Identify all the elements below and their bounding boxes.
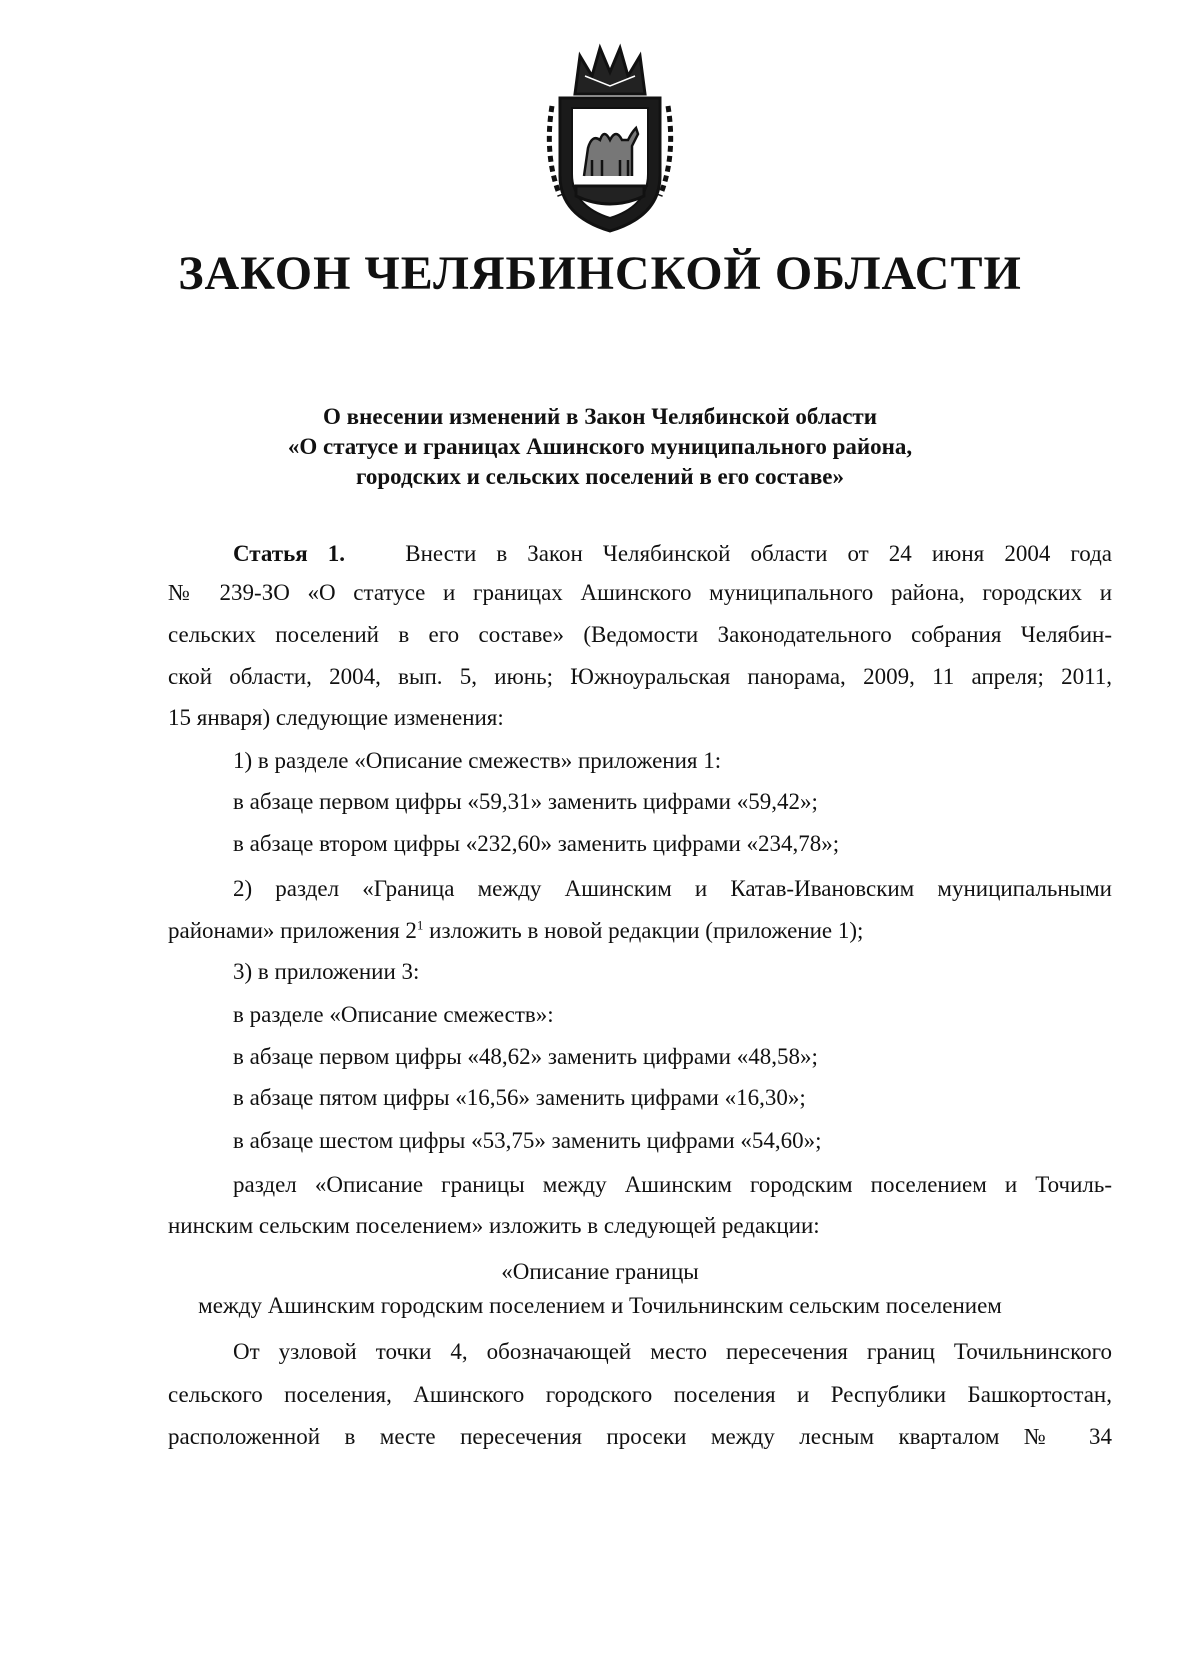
subtitle-line: «О статусе и границах Ашинского муниципального района, <box>287 434 913 459</box>
item2-text: изложить в новой редакции (приложение 1); <box>423 918 864 943</box>
item2-superscript: 1 <box>416 917 424 933</box>
subtitle-line: городских и сельских поселений в его составе» <box>355 464 845 489</box>
law-title: ЗАКОН ЧЕЛЯБИНСКОЙ ОБЛАСТИ <box>178 247 1022 300</box>
amendment-item: в абзаце первом цифры «48,62» заменить цифрами «48,58»; <box>233 1044 818 1069</box>
amendment-item: в разделе «Описание смежеств»: <box>233 1002 554 1027</box>
boundary-text-line: расположенной в месте пересечения просеки между лесным кварталом № 34 <box>168 1424 1112 1449</box>
amendment-item: в абзаце шестом цифры «53,75» заменить цифрами «54,60»; <box>233 1128 822 1153</box>
boundary-heading-line: «Описание границы <box>501 1259 699 1284</box>
amendment-item: в абзаце втором цифры «232,60» заменить цифрами «234,78»; <box>233 831 840 856</box>
article1-first-line <box>233 535 1112 573</box>
article-text-line: 15 января) следующие изменения: <box>168 705 504 730</box>
amendment-item-continuation <box>168 912 1112 950</box>
boundary-text-line: сельского поселения, Ашинского городского поселения и Республики Башкортостан, <box>168 1382 1112 1407</box>
article-text-line: Внести в Закон Челябинской области от 24 июня 2004 года <box>405 541 1113 566</box>
item2-text: районами» приложения 2 <box>168 918 417 943</box>
coat-of-arms-emblem <box>540 36 680 236</box>
law-subtitle <box>0 402 1200 492</box>
article-label: Статья 1. <box>233 541 346 566</box>
boundary-heading <box>0 1255 1200 1323</box>
article-text-line: № 239-ЗО «О статусе и границах Ашинского муниципального района, городских и <box>168 580 1112 605</box>
amendment-item: в абзаце пятом цифры «16,56» заменить цифрами «16,30»; <box>233 1085 806 1110</box>
article-text-line: сельских поселений в его составе» (Ведомости Законодательного собрания Челябин- <box>168 622 1112 647</box>
amendment-item: 1) в разделе «Описание смежеств» приложения 1: <box>233 748 722 773</box>
section-change-line: нинским сельским поселением» изложить в следующей редакции: <box>168 1213 820 1238</box>
amendment-item: 2) раздел «Граница между Ашинским и Катав-Ивановским муниципальными <box>233 876 1112 901</box>
section-change-line: раздел «Описание границы между Ашинским городским поселением и Точиль- <box>233 1172 1112 1197</box>
article-text-line: ской области, 2004, вып. 5, июнь; Южноуральская панорама, 2009, 11 апреля; 2011, <box>168 664 1112 689</box>
amendment-item: 3) в приложении 3: <box>233 959 420 984</box>
boundary-heading-line: между Ашинским городским поселением и Точильнинским сельским поселением <box>198 1293 1002 1318</box>
amendment-item: в абзаце первом цифры «59,31» заменить цифрами «59,42»; <box>233 789 818 814</box>
subtitle-line: О внесении изменений в Закон Челябинской области <box>323 404 877 429</box>
boundary-text-line: От узловой точки 4, обозначающей место пересечения границ Точильнинского <box>233 1339 1112 1364</box>
